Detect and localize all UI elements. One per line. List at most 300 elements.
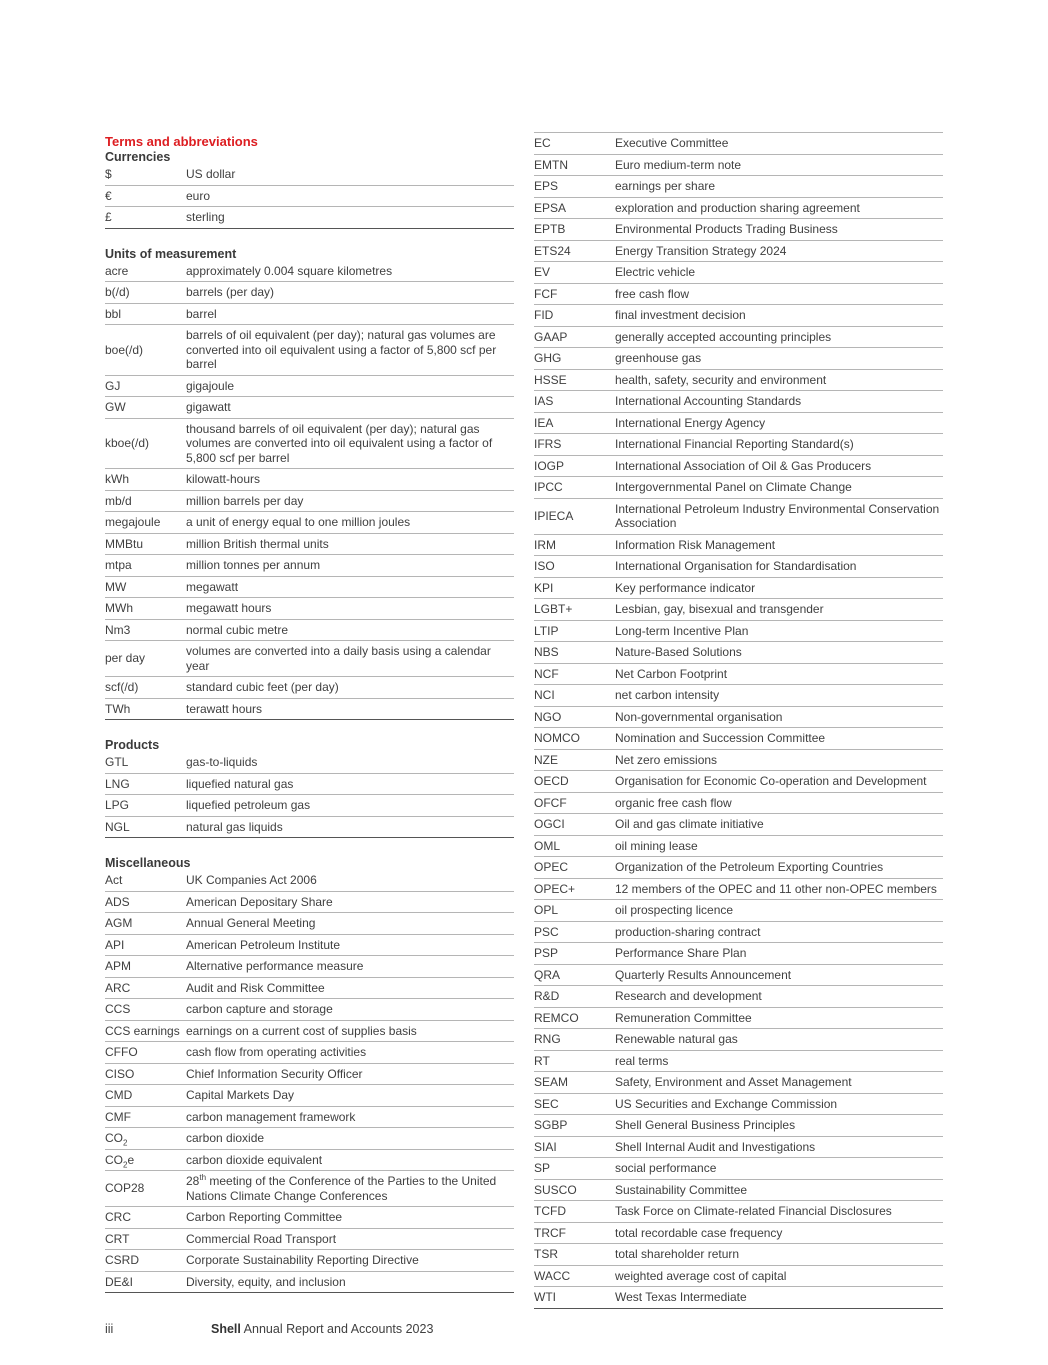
definition-text: Renewable natural gas: [615, 1032, 738, 1046]
term-abbreviation: [534, 412, 615, 434]
definition-text: Nomination and Succession Committee: [615, 731, 826, 745]
definition-text: Electric vehicle: [615, 265, 696, 279]
definition-text: Quarterly Results Announcement: [615, 967, 792, 982]
term-definition: [615, 240, 943, 262]
abbreviation-text: OFCF: [534, 795, 567, 810]
term-abbreviation: [534, 1072, 615, 1094]
table-row: [534, 534, 943, 556]
abbreviation-text: mb/d: [105, 493, 132, 508]
term-abbreviation: [534, 620, 615, 642]
section-title: Miscellaneous: [105, 856, 191, 870]
abbreviation-text: REMCO: [534, 1010, 579, 1025]
term-abbreviation: [534, 262, 615, 284]
term-abbreviation: [105, 185, 186, 207]
table-row: [534, 1287, 943, 1309]
abbreviation-text: MWh: [105, 601, 133, 615]
abbreviation-text: kboe(/d): [105, 436, 150, 450]
term-definition: [186, 1171, 514, 1207]
table-row: [534, 857, 943, 879]
definition-text: UK Companies Act 2006: [186, 873, 317, 887]
term-definition: [186, 1128, 514, 1150]
term-definition: [615, 412, 943, 434]
table-row: [105, 977, 514, 999]
table-row: [534, 771, 943, 793]
term-definition: [615, 749, 943, 771]
term-abbreviation: [534, 1222, 615, 1244]
abbreviation-text: ARC: [105, 980, 131, 995]
table-row: [105, 913, 514, 935]
section-title: Units of measurement: [105, 246, 237, 261]
term-definition: [615, 326, 943, 348]
term-abbreviation: [105, 1228, 186, 1250]
abbreviation-subscript: 2: [123, 1159, 128, 1169]
abbreviation-text: CRC: [105, 1210, 131, 1224]
term-abbreviation: [105, 934, 186, 956]
abbreviation-text: HSSE: [534, 372, 567, 387]
abbreviation-text: EV: [534, 265, 551, 279]
term-definition: [186, 870, 514, 891]
page-footer: [105, 1322, 433, 1336]
term-abbreviation: [534, 326, 615, 348]
abbreviation-text: SEAM: [534, 1075, 569, 1089]
definition-text: Safety, Environment and Asset Management: [615, 1075, 852, 1089]
table-row: [105, 1250, 514, 1272]
term-definition: [186, 418, 514, 469]
abbreviation-table: [105, 164, 514, 229]
abbreviation-text: acre: [105, 263, 129, 278]
table-row: [105, 1106, 514, 1128]
term-definition: [615, 1093, 943, 1115]
term-definition: [186, 816, 514, 838]
abbreviation-text: SIAI: [534, 1139, 557, 1154]
definition-text: Commercial Road Transport: [186, 1231, 337, 1246]
table-row: [105, 282, 514, 304]
abbreviation-table: [105, 870, 514, 1293]
table-row: [534, 577, 943, 599]
table-row: [534, 498, 943, 534]
section-units-of-measurement: [105, 247, 514, 721]
section-currencies: [105, 150, 514, 229]
term-definition: [615, 498, 943, 534]
abbreviation-text: MMBtu: [105, 536, 144, 551]
abbreviation-text: EMTN: [534, 157, 568, 172]
term-definition: [186, 598, 514, 620]
table-row: [534, 749, 943, 771]
abbreviation-text: ISO: [534, 559, 555, 573]
term-abbreviation: [534, 663, 615, 685]
table-row: [534, 369, 943, 391]
term-abbreviation: [534, 305, 615, 327]
term-abbreviation: [534, 857, 615, 879]
term-definition: [615, 305, 943, 327]
term-abbreviation: [534, 391, 615, 413]
definition-text: Nature-Based Solutions: [615, 645, 742, 659]
term-definition: [186, 752, 514, 773]
abbreviation-text: TRCF: [534, 1225, 566, 1240]
term-abbreviation: [534, 878, 615, 900]
abbreviation-text: CMF: [105, 1109, 131, 1124]
table-row: [534, 1222, 943, 1244]
abbreviation-text: kWh: [105, 472, 129, 486]
abbreviation-text: EPS: [534, 179, 559, 193]
term-definition: [615, 1158, 943, 1180]
term-abbreviation: [105, 303, 186, 325]
term-abbreviation: [534, 792, 615, 814]
report-title: Annual Report and Accounts 2023: [243, 1322, 434, 1336]
term-definition: [615, 176, 943, 198]
abbreviation-text: APM: [105, 959, 132, 973]
abbreviation-text: CCS earnings: [105, 1023, 180, 1038]
term-definition: [186, 375, 514, 397]
term-abbreviation: [105, 795, 186, 817]
definition-text: free cash flow: [615, 286, 690, 301]
abbreviation-text: CFFO: [105, 1045, 138, 1059]
term-abbreviation: [534, 706, 615, 728]
table-row: [105, 891, 514, 913]
term-definition: [186, 576, 514, 598]
definition-text: Chief Information Security Officer: [186, 1066, 363, 1081]
abbreviation-text: ADS: [105, 894, 130, 909]
table-row: [534, 728, 943, 750]
term-abbreviation: [105, 397, 186, 419]
term-abbreviation: [105, 325, 186, 376]
term-definition: [186, 913, 514, 935]
definition-text: million barrels per day: [186, 493, 304, 508]
definition-text: weighted average cost of capital: [615, 1268, 787, 1283]
table-row: [534, 240, 943, 262]
abbreviation-text: NGO: [534, 709, 562, 724]
abbreviation-text: CO: [105, 1152, 123, 1167]
section-title: Currencies: [105, 150, 171, 164]
definition-text: Audit and Risk Committee: [186, 980, 325, 995]
definition-text: organic free cash flow: [615, 795, 732, 810]
definition-text: real terms: [615, 1053, 669, 1068]
definition-text: million British thermal units: [186, 536, 329, 551]
term-definition: [186, 934, 514, 956]
table-row: [534, 412, 943, 434]
term-abbreviation: [534, 197, 615, 219]
term-definition: [615, 642, 943, 664]
definition-text: Carbon Reporting Committee: [186, 1210, 343, 1224]
term-definition: [615, 599, 943, 621]
abbreviation-text: EPSA: [534, 200, 567, 215]
table-row: [105, 1128, 514, 1150]
definition-text: euro: [186, 188, 211, 203]
abbreviation-text: WACC: [534, 1268, 571, 1283]
section-products: [105, 738, 514, 838]
term-definition: [186, 795, 514, 817]
term-definition: [615, 1072, 943, 1094]
term-definition: [186, 977, 514, 999]
definition-text: generally accepted accounting principles: [615, 329, 832, 344]
definition-text: Performance Share Plan: [615, 946, 747, 960]
definition-text: 12 members of the OPEC and 11 other non-OPEC members: [615, 881, 937, 896]
definition-text: Key performance indicator: [615, 580, 756, 595]
term-abbreviation: [105, 512, 186, 534]
table-row: [534, 878, 943, 900]
left-column: [105, 132, 514, 1311]
term-abbreviation: [534, 943, 615, 965]
table-row: [534, 391, 943, 413]
definition-text: normal cubic metre: [186, 622, 289, 637]
table-row: [534, 943, 943, 965]
definition-text: gigajoule: [186, 378, 235, 393]
term-definition: [186, 303, 514, 325]
definition-text: gigawatt: [186, 400, 231, 414]
term-definition: [615, 835, 943, 857]
term-abbreviation: [534, 1244, 615, 1266]
abbreviation-text: WTI: [534, 1290, 556, 1304]
term-abbreviation: [534, 176, 615, 198]
abbreviation-table: [105, 752, 514, 838]
abbreviation-text: TSR: [534, 1247, 558, 1261]
table-row: [105, 1149, 514, 1171]
definition-text: thousand barrels of oil equivalent (per day); natural gas volumes are converted into oil equivalent using a factor of 5,800 scf per barrel: [186, 421, 493, 465]
definition-text: sterling: [186, 210, 225, 224]
table-row: [534, 556, 943, 578]
definition-text: production-sharing contract: [615, 924, 761, 939]
term-abbreviation: [105, 891, 186, 913]
term-abbreviation: [105, 1085, 186, 1107]
term-definition: [186, 1149, 514, 1171]
definition-text: oil mining lease: [615, 838, 698, 853]
abbreviation-text: PSC: [534, 924, 559, 939]
table-row: [105, 1171, 514, 1207]
table-row: [534, 792, 943, 814]
term-definition: [615, 1265, 943, 1287]
table-row: [105, 1207, 514, 1229]
table-row: [534, 1201, 943, 1223]
table-row: [105, 795, 514, 817]
term-definition: [615, 771, 943, 793]
abbreviation-text: GW: [105, 400, 126, 414]
term-definition: [615, 943, 943, 965]
definition-text: Information Risk Management: [615, 537, 776, 552]
term-abbreviation: [105, 977, 186, 999]
abbreviation-text: EC: [534, 136, 551, 150]
term-definition: [186, 1250, 514, 1272]
term-abbreviation: [105, 261, 186, 282]
term-abbreviation: [105, 598, 186, 620]
definition-text: Long-term Incentive Plan: [615, 623, 749, 638]
abbreviation-text: QRA: [534, 967, 561, 982]
term-definition: [615, 1222, 943, 1244]
table-row: [534, 642, 943, 664]
table-row: [105, 207, 514, 229]
term-definition: [615, 219, 943, 241]
definition-text: natural gas liquids: [186, 819, 283, 834]
table-row: [534, 283, 943, 305]
abbreviation-text: IFRS: [534, 437, 562, 451]
page-number: iii: [105, 1322, 114, 1336]
term-abbreviation: [534, 369, 615, 391]
table-row: [105, 999, 514, 1021]
definition-text: terawatt hours: [186, 701, 263, 716]
table-row: [534, 1179, 943, 1201]
abbreviation-text: CO: [105, 1131, 123, 1145]
definition-text: Non-governmental organisation: [615, 709, 783, 724]
definition-text: Research and development: [615, 989, 762, 1003]
right-column: [534, 132, 943, 1309]
definition-text: cash flow from operating activities: [186, 1045, 367, 1059]
term-abbreviation: [534, 1007, 615, 1029]
term-definition: [615, 921, 943, 943]
definition-text: megawatt hours: [186, 601, 272, 615]
term-abbreviation: [105, 576, 186, 598]
definition-text: International Energy Agency: [615, 415, 766, 430]
table-row: [105, 576, 514, 598]
definition-text: American Petroleum Institute: [186, 937, 341, 952]
term-abbreviation: [105, 1271, 186, 1293]
definition-text: Organisation for Economic Co-operation and Development: [615, 774, 927, 788]
term-abbreviation: [534, 348, 615, 370]
definition-prefix: 28: [186, 1174, 200, 1188]
table-row: [105, 619, 514, 641]
definition-text: volumes are converted into a daily basis using a calendar year: [186, 644, 491, 673]
abbreviation-text: LTIP: [534, 623, 559, 638]
definition-text: barrels (per day): [186, 285, 275, 299]
definition-text: barrels of oil equivalent (per day); natural gas volumes are converted into oil equivalent using a factor of 5,800 scf per barrel: [186, 328, 497, 371]
abbreviation-suffix: e: [127, 1152, 135, 1167]
brand-name: Shell: [211, 1322, 241, 1336]
term-abbreviation: [534, 283, 615, 305]
term-abbreviation: [534, 556, 615, 578]
definition-text: earnings on a current cost of supplies basis: [186, 1023, 417, 1038]
term-abbreviation: [534, 1201, 615, 1223]
term-abbreviation: [534, 1115, 615, 1137]
abbreviation-text: COP28: [105, 1181, 145, 1196]
term-definition: [186, 891, 514, 913]
term-definition: [615, 434, 943, 456]
table-row: [534, 900, 943, 922]
definition-text: total shareholder return: [615, 1247, 740, 1261]
abbreviation-text: DE&I: [105, 1274, 134, 1289]
term-abbreviation: [105, 956, 186, 978]
table-row: [105, 261, 514, 282]
table-row: [534, 1050, 943, 1072]
term-abbreviation: [534, 1029, 615, 1051]
table-row: [534, 964, 943, 986]
term-definition: [615, 1244, 943, 1266]
table-row: [534, 921, 943, 943]
term-definition: [615, 1179, 943, 1201]
table-row: [534, 835, 943, 857]
abbreviation-text: CMD: [105, 1088, 133, 1102]
term-definition: [186, 773, 514, 795]
definition-text: Shell Internal Audit and Investigations: [615, 1139, 816, 1154]
definition-text: Shell General Business Principles: [615, 1118, 796, 1132]
right-abbreviation-table: [534, 132, 943, 1309]
term-abbreviation: [105, 999, 186, 1021]
abbreviation-text: OML: [534, 838, 561, 853]
term-definition: [615, 1007, 943, 1029]
definition-text: meeting of the Conference of the Parties to the United Nations Climate Change Conferences: [186, 1174, 497, 1203]
table-row: [105, 303, 514, 325]
definition-text: Net Carbon Footprint: [615, 666, 728, 681]
term-definition: [615, 1136, 943, 1158]
table-row: [534, 1244, 943, 1266]
term-definition: [186, 261, 514, 282]
definition-text: Environmental Products Trading Business: [615, 222, 838, 236]
term-abbreviation: [534, 900, 615, 922]
abbreviation-text: LNG: [105, 776, 130, 791]
definition-text: kilowatt-hours: [186, 472, 261, 486]
definition-text: social performance: [615, 1161, 717, 1175]
term-definition: [615, 283, 943, 305]
definition-text: US Securities and Exchange Commission: [615, 1096, 838, 1111]
abbreviation-text: OPL: [534, 903, 559, 917]
table-row: [105, 397, 514, 419]
abbreviation-text: £: [105, 210, 112, 224]
definition-text: Oil and gas climate initiative: [615, 817, 764, 831]
abbreviation-text: IRM: [534, 537, 556, 552]
term-definition: [186, 677, 514, 699]
table-row: [105, 956, 514, 978]
term-definition: [615, 1029, 943, 1051]
table-row: [534, 176, 943, 198]
abbreviation-text: API: [105, 937, 125, 952]
definition-text: Task Force on Climate-related Financial Disclosures: [615, 1204, 892, 1218]
abbreviation-text: GJ: [105, 378, 121, 393]
definition-text: gas-to-liquids: [186, 755, 258, 769]
term-definition: [186, 164, 514, 185]
table-row: [534, 1265, 943, 1287]
table-row: [534, 1093, 943, 1115]
page-title: Terms and abbreviations: [105, 134, 258, 149]
term-definition: [186, 185, 514, 207]
abbreviation-text: SGBP: [534, 1118, 568, 1132]
table-row: [105, 698, 514, 720]
term-abbreviation: [534, 642, 615, 664]
term-definition: [615, 1115, 943, 1137]
term-definition: [615, 262, 943, 284]
definition-text: International Accounting Standards: [615, 394, 802, 408]
term-definition: [615, 369, 943, 391]
table-row: [105, 677, 514, 699]
term-definition: [615, 685, 943, 707]
abbreviation-subscript: 2: [123, 1138, 128, 1148]
term-definition: [615, 534, 943, 556]
section-miscellaneous: [105, 856, 514, 1293]
term-definition: [615, 133, 943, 155]
term-abbreviation: [105, 490, 186, 512]
abbreviation-text: OGCI: [534, 817, 565, 831]
abbreviation-text: EPTB: [534, 222, 566, 236]
definition-text: greenhouse gas: [615, 351, 702, 365]
term-abbreviation: [534, 434, 615, 456]
definition-text: liquefied petroleum gas: [186, 798, 311, 812]
term-definition: [186, 999, 514, 1021]
abbreviation-text: IPIECA: [534, 508, 574, 523]
term-definition: [186, 207, 514, 229]
definition-text: exploration and production sharing agreement: [615, 200, 860, 215]
abbreviation-text: GAAP: [534, 329, 568, 344]
term-abbreviation: [534, 749, 615, 771]
table-row: [534, 348, 943, 370]
abbreviation-text: Nm3: [105, 622, 131, 637]
term-abbreviation: [105, 1250, 186, 1272]
table-row: [105, 1042, 514, 1064]
definition-text: Lesbian, gay, bisexual and transgender: [615, 602, 824, 616]
term-abbreviation: [105, 1106, 186, 1128]
definition-text: net carbon intensity: [615, 688, 720, 702]
term-abbreviation: [534, 577, 615, 599]
table-row: [105, 1228, 514, 1250]
term-definition: [615, 878, 943, 900]
term-definition: [186, 1106, 514, 1128]
term-abbreviation: [534, 986, 615, 1008]
definition-text: Intergovernmental Panel on Climate Change: [615, 480, 852, 494]
